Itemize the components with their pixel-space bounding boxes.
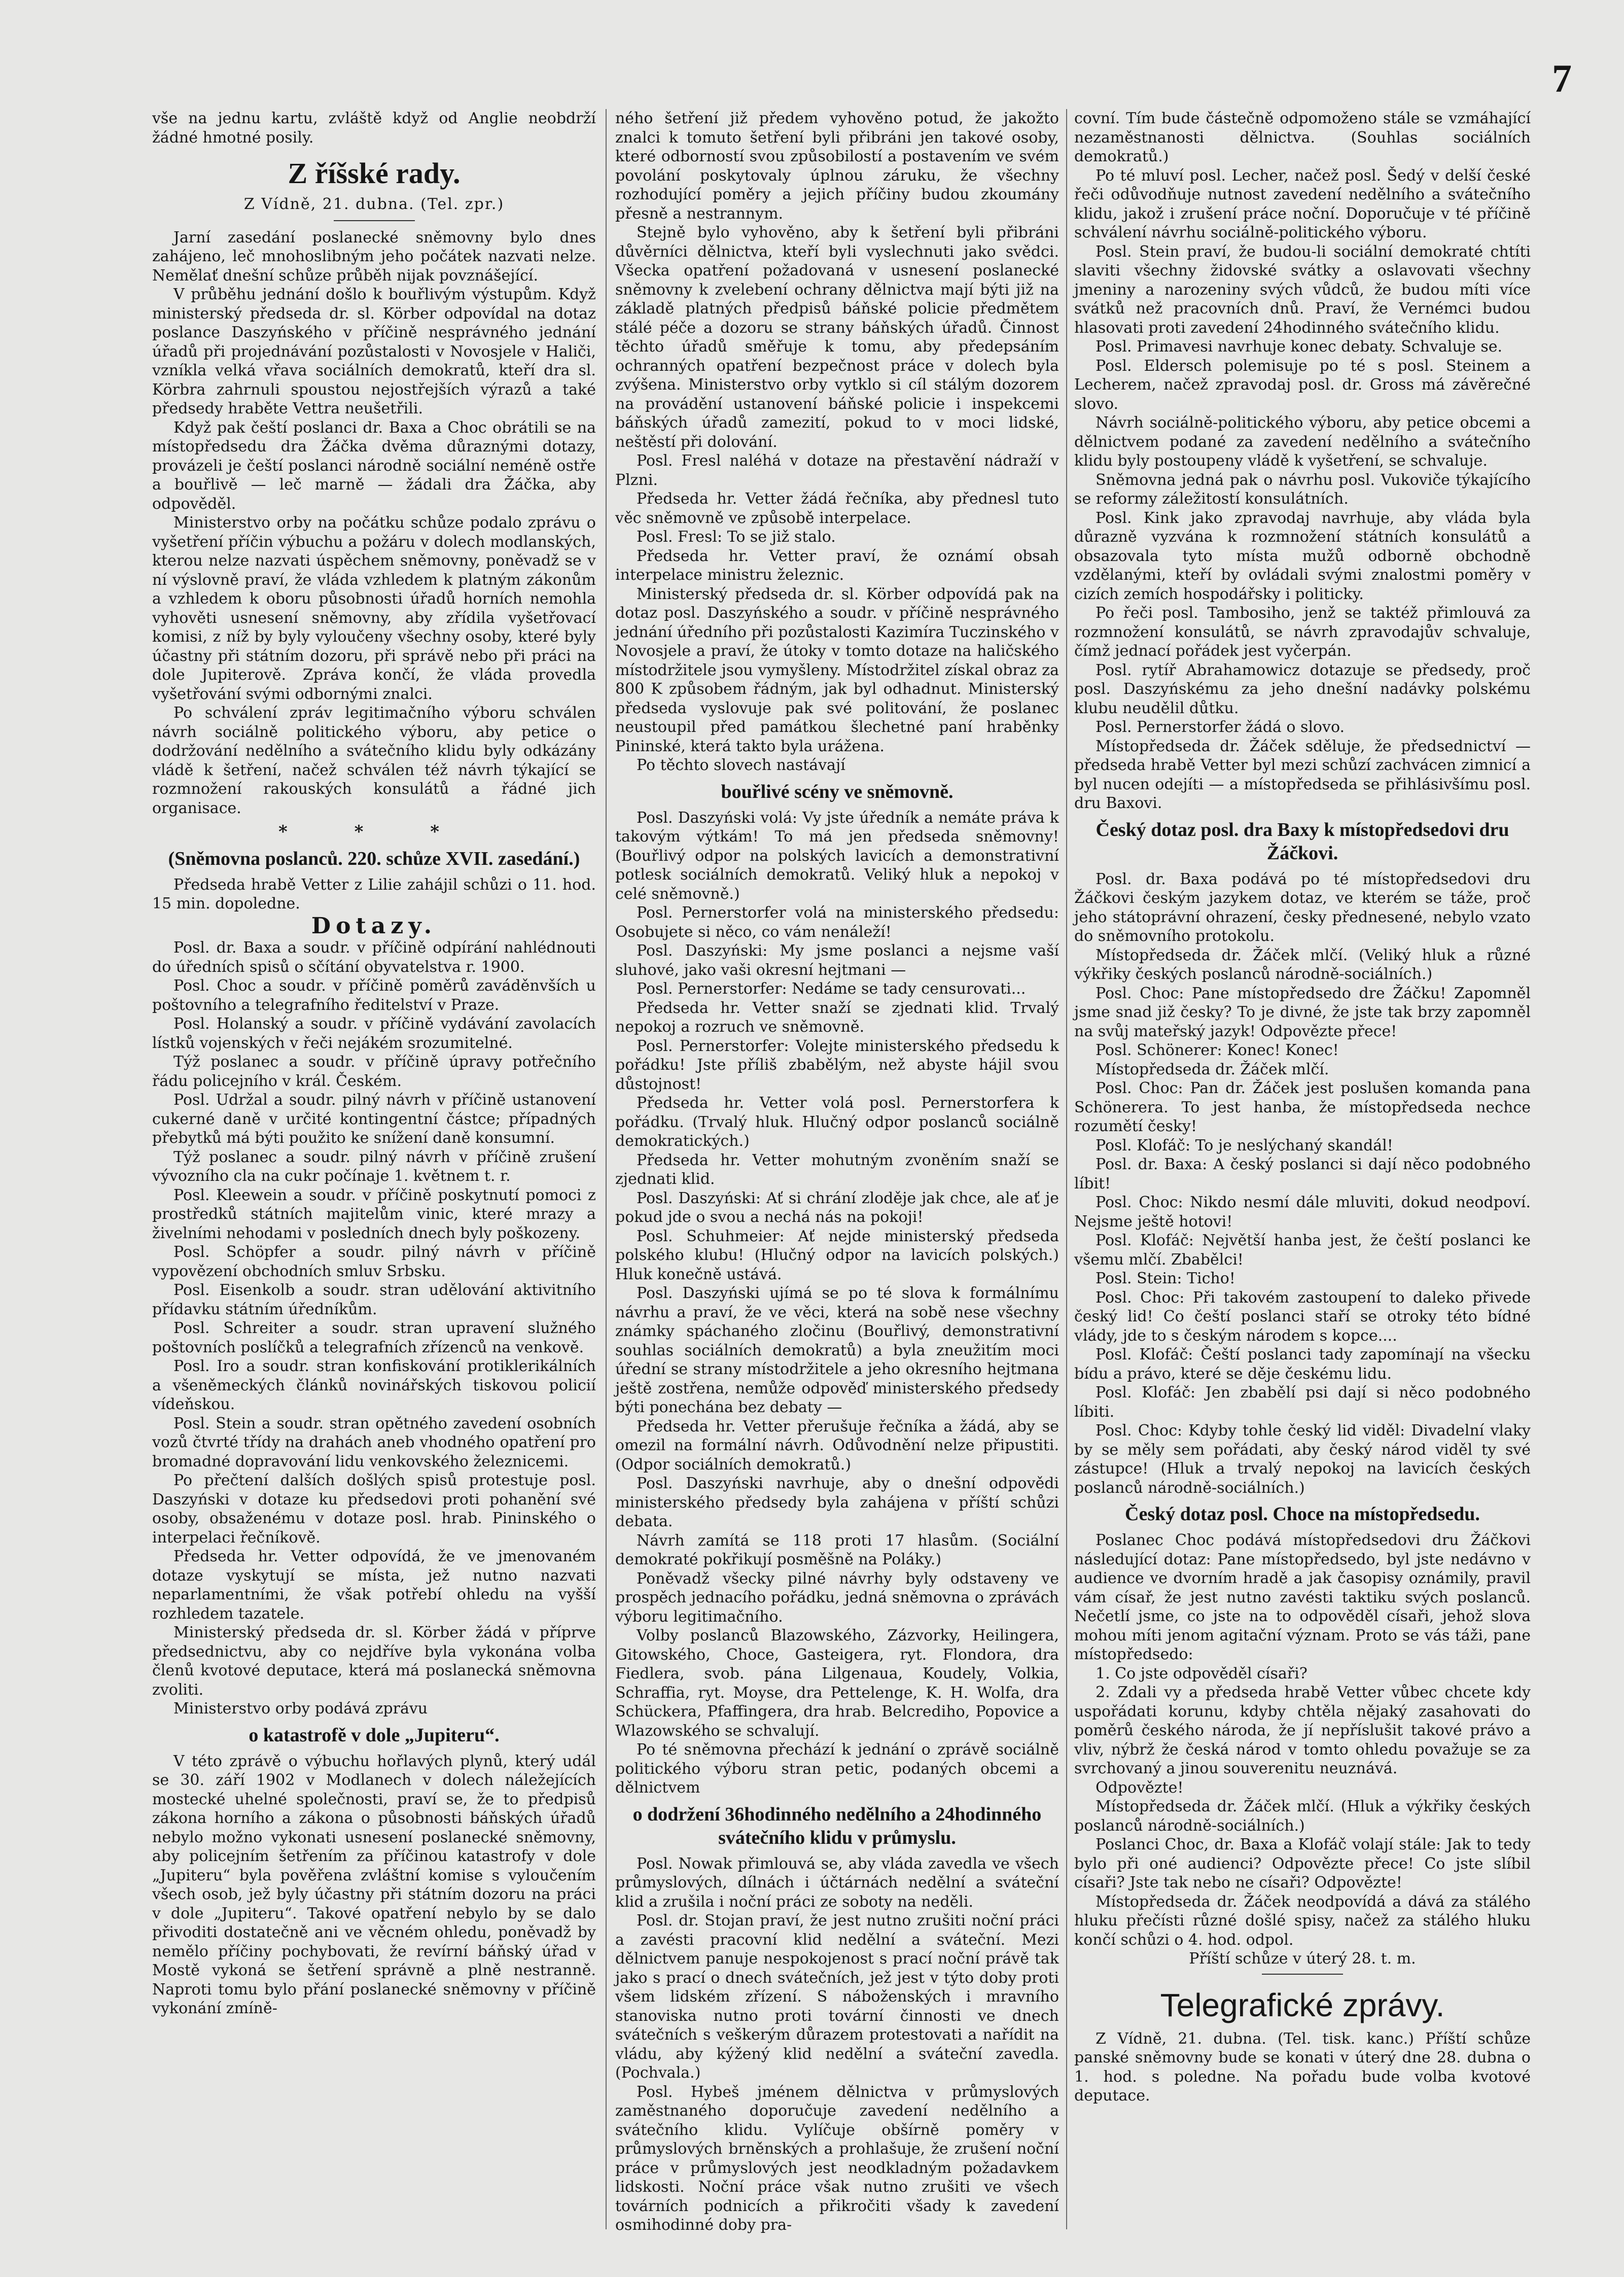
dotaz-item: Posl. dr. Baxa a soudr. v příčině odpírání nahlédnouti do úředních spisů o sčítání obyvatelstva r. 1900. — [152, 939, 596, 976]
paragraph: Místopředseda dr. Žáček mlčí. (Veliký hluk a různé výkřiky českých poslanců národně-sociálních.) — [1074, 946, 1531, 983]
paragraph: covní. Tím bude částečně odpomoženo stále se vzmáhající nezaměstnanosti dělnictva. (Souhlas sociálních demokratů.) — [1074, 110, 1531, 165]
paragraph: ného šetření již předem vyhověno potud, že jakožto znalci k tomuto šetření byli přibráni jen takové osoby, které odborností svou způsobilostí a postavením ve svém povolání poskytovaly úplnou záruku, že všechny rozhodující poměry a jejich příčiny budou zkoumány přesně a nestrannym. — [615, 110, 1059, 223]
paragraph: Posl. Primavesi navrhuje konec debaty. Schvaluje se. — [1096, 338, 1503, 356]
paragraph: Posl. Schönerer: Konec! Konec! — [1096, 1041, 1339, 1059]
paragraph: Jarní zasedání poslanecké sněmovny bylo dnes zahájeno, leč mnohoslibným jeho počátek nazvati nelze. Nemělať dnešní schůze průběh nijak povznášející. — [152, 228, 596, 285]
dotaz-item: Posl. Schöpfer a soudr. pilný návrh v příčině vypovězení obchodních smluv Srbsku. — [152, 1243, 596, 1280]
paragraph: Posl. Nowak přimlouvá se, aby vláda zavedla ve všech průmyslových, dílnách i účtárnách nedělní a sváteční klid a zrušila i noční práci ze soboty na neděli. — [615, 1854, 1059, 1911]
paragraph: Z Vídně, 21. dubna. (Tel. tisk. kanc.) Příští schůze panské sněmovny bude se konati v úterý dne 28. dubna o 1. hod. s poledne. Na pořadu bude volba kvotové deputace. — [1074, 2029, 1531, 2105]
paragraph: Sněmovna jedná pak o návrhu posl. Vukoviče týkajícího se reformy záležitostí konsulátních. — [1074, 471, 1531, 508]
paragraph: Po schválení zpráv legitimačního výboru schválen návrh sociálně politického výboru, aby petice o dodržování nedělního a svátečního klidu byly odkázány vládě k šetření, načež schválen též návrh týkající se rozmnožení rakouských konsulátů a řádné jich organisace. — [152, 704, 596, 817]
dotaz-item: Ministerstvo orby podává zprávu — [173, 1700, 428, 1718]
paragraph: Předseda hr. Vetter praví, že oznámí obsah interpelace ministru železnic. — [615, 547, 1059, 584]
paragraph: Posl. Daszyński: Ať si chrání zloděje jak chce, ale ať je pokud jde o svou a nechá nás na pokoji! — [615, 1189, 1059, 1226]
paragraph: Posl. Kink jako zpravodaj navrhuje, aby vláda byla důrazně vyzvána k rozmnožení státních konsulátů a obsazovala tyto místa mužů odborně obchodně vzdělanými, kteří by ovládali svými znalostmi poměry v cizích zemích hospodářsky i politicky. — [1074, 509, 1531, 603]
paragraph: Volby poslanců Blazowského, Zázvorky, Heilingera, Gitowského, Choce, Gasteigera, ryt. Flondora, dra Fiedlera, svob. pána Lilgenaua, Koudely, Volkia, Schraffia, ryt. Moyse, dra Pettelenge, K. H. Wolfa, dra Schückera, Pfaffingera, dra hrab. Belcrediho, Popovice a Wlazowského se schvalují. — [615, 1627, 1059, 1740]
paragraph: 1. Co jste odpověděl císaři? — [1096, 1664, 1308, 1683]
paragraph: Místopředseda dr. Žáček neodpovídá a dává za stálého hluku přečísti různé došlé spisy, načež za stálého hluku končí schůzi o 4. hod. odpol. — [1074, 1893, 1531, 1949]
paragraph: Po těchto slovech nastávají — [637, 756, 845, 774]
paragraph: Posl. Klofáč: Jen zbabělí psi dají si něco podobného líbiti. — [1074, 1384, 1531, 1421]
paragraph: Ministerský předseda dr. sl. Körber odpovídá pak na dotaz posl. Daszyńského a soudr. v příčině nesprávného jednání úředního při pozůstalosti Kazimíra Tuczinského v Novosjele a praví, že útoky v tomto dotaze na haličského místodržitele jsou vymyšleny. Místodržitel získal obraz za 800 K způsobem řádným, jak byl odhadnut. Ministerský předseda vyslovuje pak své politování, že poslanec neustoupil před památkou šlechetné paní hraběnky Pininské, která takto byla urážena. — [615, 585, 1059, 755]
section-separator: * * * — [278, 822, 470, 842]
paragraph: Posl. Daszyński: My jsme poslanci a nejsme vaší sluhové, jako vaši okresní hejtmani — — [615, 942, 1059, 979]
paragraph: Poslanci Choc, dr. Baxa a Klofáč volají stále: Jak to tedy bylo při oné audienci? Odpovězte přece! Co jste slíbil císaři? Jste tak nebo ne císaři? Odpovězte! — [1074, 1836, 1531, 1891]
paragraph: Posl. Choc: Při takovém zastoupení to daleko přivede český lid! Co čeští poslanci staří se otroky této bídné vlády, jde to s českým národem s kopce.... — [1074, 1288, 1531, 1345]
paragraph: Poněvadž všecky pilné návrhy byly odstaveny ve prospěch jednacího pořádku, jedná sněmovna o zprávách výboru legitimačního. — [615, 1569, 1059, 1626]
paragraph: V této zprávě o výbuchu hořlavých plynů, který udál se 30. září 1902 v Modlanech v dolech náležejících mostecké uhelné společnosti, praví se, že to předpisů zákona horního a zákona o působnosti báňských úřadů nebylo možno vykonati usnesení poslanecké sněmovny, aby policejním šetřením za příčinou katastrofy v dole „Jupiteru“ byla pověřena zvláštní komise s vyloučením všech osob, jež byly účastny při státním dozoru na práci v dole „Jupiteru“. Takové opatření nebylo by se dalo přivoditi dostatečně ani ve věcném ohledu, poněvadž by nemělo příčiny pochybovati, že revírní báňský úřad v Mostě vykoná se šetření správně a plně nestranně. Naproti tomu bylo přání poslanecké sněmovny v příčině vykonání zmíně- — [152, 1752, 596, 2017]
paragraph: Návrh sociálně-politického výboru, aby petice obcemi a dělnictvem podané za zavedení nedělního a svátečního klidu byly postoupeny vládě k vyšetření, se schvaluje. — [1074, 414, 1531, 470]
paragraph: V průběhu jednání došlo k bouřlivým výstupům. Když ministerský předseda dr. sl. Körber odpovídal na dotaz poslance Daszyńského v příčině nesprávného jednání úřadů při projednávání pozůstalosti v Novosjele v Haliči, vzníkla velká vřava sociálních demokratů, kteří dra sl. Körbra zahrnuli spoustou nejostřejších výrazů a také předsedy hraběte Vettra neušetřili. — [152, 286, 596, 417]
subsection-title: Český dotaz posl. Choce na místopředsedu. — [1125, 1503, 1480, 1525]
dotaz-item: Posl. Kleewein a soudr. v příčině poskytnutí pomoci z prostředků státních majitelům vinic, které mrazy a živelními nehodami v posledních dnech byly poškozeny. — [152, 1186, 596, 1242]
paragraph: Posl. Choc: Pane místopředsedo dre Žáčku! Zapomněl jsme snad již česky? To je divné, že jste tak brzy zapomněl na svůj mateřský jazyk! Odpovězte přece! — [1074, 984, 1531, 1040]
dotaz-item: Týž poslanec a soudr. v příčině úpravy potřečního řádu policejního v král. Českém. — [152, 1053, 596, 1090]
column-3 — [1074, 109, 1531, 2105]
paragraph: Posl. Hybeš jménem dělnictva v průmyslových zaměstnaného doporučuje zavedení nedělního a svátečního klidu. Vylíčuje obšírně poměry v průmyslových brněnských a prohlašuje, že zrušení noční práce v průmyslových jest neodkladným požadavkem lidskosti. Noční práce však nutno zrušiti ve všech továrních podnicích a přikročiti všady k zavedení osmihodinné doby pra- — [615, 2083, 1059, 2234]
telegram-title: Telegrafické zprávy. — [1160, 1986, 1445, 2023]
paragraph: Když pak čeští poslanci dr. Baxa a Choc obrátili se na místopředsedu dra Žáčka dvěma důraznými dotazy, provázeli je čeští poslanci národně sociální neméně ostře a bouřlivě — leč marně — žádali dra Žáčka, aby odpověděl. — [152, 418, 596, 513]
paragraph: Posl. dr. Stojan praví, že jest nutno zrušiti noční práci a zavésti pracovní klid nedělní a sváteční. Mezi dělnictvem panuje nespokojenost s prací noční právě tak jako s prací o dnech svátečních, jež jest v týto doby proti všem lidském zřízení. S náboženských i mravního stanoviska nutno proti tovární činnosti ve dnech svátečních s veškerým důrazem protestovati a nařídit na vládu, aby kýžený klid nedělní a sváteční zavedla. (Pochvala.) — [615, 1912, 1059, 2082]
paragraph: Posl. Daszyński ujímá se po té slova k formálnímu návrhu a praví, že ve věci, která na sobě nese všechny známky spáchaného zločinu (Bouřlivý, demonstrativní souhlas sociálních demokratů) a byla zneužitím moci úřední se strany místodržitele a jeho okresního hejtmana ještě zostřena, nemůže odpověď ministerského předsedy býti ponechána bez debaty — — [615, 1284, 1059, 1416]
dotaz-item: Posl. Holanský a soudr. v příčině vydávání zavolacích lístků vojenských v řeči nejákém srozumitelné. — [152, 1015, 596, 1052]
paragraph: Posl. Pernerstorfer: Nedáme se tady censurovati... — [637, 980, 1026, 998]
section-title: Z říšské rady. — [288, 157, 461, 190]
paragraph: Místopředseda dr. Žáček sděluje, že předsednictví — předseda hrabě Vetter byl mezi schůzí zachvácen zimnicí a byl nucen odejíti — a místopředseda se přihlásivšímu posl. dru Baxovi. — [1074, 737, 1531, 812]
paragraph: Návrh zamítá se 118 proti 17 hlasům. (Sociální demokraté pokřikují posměšně na Poláky.) — [615, 1531, 1059, 1568]
paragraph: Posl. Eldersch polemisuje po té s posl. Steinem a Lecherem, načež zpravodaj posl. dr. Gross má závěrečné slovo. — [1074, 357, 1531, 413]
dotaz-item: Ministerský předseda dr. sl. Körber žádá v příprve předsednictvu, aby co nejdříve byla vykonána volba členů kvotové deputace, která má poslanecká sněmovna zvoliti. — [152, 1624, 596, 1699]
paragraph: Posl. Choc: Pan dr. Žáček jest poslušen komanda pana Schönerera. To jest hanba, že místopředseda nechce rozumětí česky! — [1074, 1079, 1531, 1135]
paragraph: Posl. dr. Baxa: A český poslanci si dají něco podobného líbit! — [1074, 1155, 1531, 1193]
dotazy-heading: Dotazy. — [311, 913, 437, 939]
paragraph: Posl. Stein praví, že budou-li sociální demokraté chtíti slaviti všechny židovské svátky a oslavovati všechny jmeniny a narozeniny svých vůdců, že budou míti více svátků než pracovních dnů. Praví, že Vernémci budou hlasovati proti zavedení 24hodinného svátečního klidu. — [1074, 242, 1531, 337]
paragraph: Po té mluví posl. Lecher, načež posl. Šedý v delší české řeči odůvodňuje nutnost zavedení nedělního a svátečního klidu, jakož i zrušení práce noční. Doporučuje v té příčině schválení návrhu sociálně-politického výboru. — [1074, 166, 1531, 241]
paragraph: Posl. Daszyński navrhuje, aby o dnešní odpovědi ministerského předsedy byla zahájena v příští schůzi debata. — [615, 1475, 1059, 1530]
dotaz-item: Týž poslanec a soudr. pilný návrh v příčině zrušení vývozního cla na cukr počínaje 1. květnem t. r. — [152, 1148, 596, 1185]
paragraph: Místopředseda dr. Žáček mlčí. (Hluk a výkřiky českých poslanců národně-sociálních.) — [1074, 1798, 1531, 1835]
paragraph: Posl. Daszyński volá: Vy jste úředník a nemáte práva k takovým výtkám! To má jen předseda sněmovny! (Bouřlivý odpor na polských lavicích a demonstrativní potlesk sociálních demokratů. Veliký hluk a nepokoj v celé sněmovně.) — [615, 809, 1059, 903]
paragraph: Předseda hrabě Vetter z Lilie zahájil schůzi o 11. hod. 15 min. dopoledne. — [152, 875, 596, 913]
short-rule — [334, 220, 415, 221]
paragraph: Předseda hr. Vetter snaží se zjednati klid. Trvalý nepokoj a rozruch ve sněmovně. — [615, 999, 1059, 1036]
short-rule — [1262, 1974, 1343, 1975]
paragraph: Posl. Pernerstorfer volá na ministerského předsedu: Osobujete si něco, co vám nenáleží! — [615, 904, 1059, 941]
column-rule-left — [606, 109, 607, 2229]
next-session-note: Příští schůze v úterý 28. t. m. — [1189, 1950, 1416, 1968]
dotaz-item: Posl. Schreiter a soudr. stran upravení služného poštovních poslíčků a telegrafních zřízenců na venkově. — [152, 1319, 596, 1356]
paragraph: Předseda hr. Vetter mohutným zvoněním snaží se zjednati klid. — [615, 1151, 1059, 1188]
paragraph: Místopředseda dr. Žáček mlčí. — [1096, 1060, 1329, 1078]
dotaz-item: Posl. Stein a soudr. stran opětného zavedení osobních vozů čtvrté třídy na drahách aneb vhodného opatření pro bromadné dopravování lidu venkovského železnicemi. — [152, 1414, 596, 1470]
session-title: (Sněmovna poslanců. 220. schůze XVII. zasedání.) — [168, 848, 580, 869]
column-1 — [152, 109, 596, 2214]
dotaz-item: Předseda hr. Vetter odpovídá, že ve jmenovaném dotaze vyskytují se místa, jež nutno nazvati neparlamentními, že však potřebí ohledu na vyšší rozhledem tazatele. — [152, 1548, 596, 1623]
paragraph: Posl. Klofáč: Čeští poslanci tady zapomínají na všecku bídu a právo, které se děje českému lidu. — [1074, 1346, 1531, 1383]
paragraph: Ministerstvo orby na počátku schůze podalo zprávu o vyšetření příčin výbuchu a požáru v dolech modlanských, kterou nelze nazvati úspěchem sněmovny, poněvadž se v ní výslovně praví, že vláda vzhledem k platným zákonům a vzhledem k oboru působnosti úřadů horních nemohla vyhověti usnesení sněmovny, aby zřídila vyšetřovací komisi, z níž by byly vyloučeny všechny osoby, které byly účastny při státním dozoru, při správě nebo při práci na dole Jupiterově. Zpráva končí, že vláda provedla vyšetřování svými odbornými znalci. — [152, 514, 596, 703]
dotaz-item: Po přečtení dalších došlých spisů protestuje posl. Daszyński v dotaze ku předsedovi proti pohanění své osoby, obsaženému v dotaze posl. hrab. Pininského o interpelaci řečníkově. — [152, 1472, 596, 1547]
paragraph: Odpovězte! — [1096, 1778, 1184, 1797]
paragraph: Posl. Pernerstorfer: Volejte ministerského předsedu k pořádku! Jste příliš zbabělým, než abyste hájil svou důstojnost! — [615, 1037, 1059, 1093]
paragraph: Posl. Pernerstorfer žádá o slovo. — [1096, 718, 1345, 736]
column-2 — [615, 109, 1059, 2234]
paragraph: Posl. Choc: Nikdo nesmí dále mluviti, dokud neodpoví. Nejsme ještě hotovi! — [1074, 1194, 1531, 1231]
dotaz-item: Posl. Eisenkolb a soudr. stran udělování aktivitního přídavku státním úředníkům. — [152, 1281, 596, 1318]
paragraph: Posl. Fresl: To se již stalo. — [637, 528, 836, 546]
dotaz-item: Posl. Choc a soudr. v příčině poměrů zaváděnvších u poštovního a telegrafního ředitelství v Praze. — [152, 977, 596, 1014]
dotaz-item: Posl. Udržal a soudr. pilný návrh v příčině ustanovení cukerné daně v určité kontingentní částce; případných přebytků má býti použito ke snížení daně konsumní. — [152, 1091, 596, 1147]
dotaz-item: Posl. Iro a soudr. stran konfiskování protiklerikálních a všeněmeckých článků novinářských tiskovou policií vídeňskou. — [152, 1357, 596, 1413]
page-number: 7 — [1552, 56, 1572, 100]
subsection-title: o dodržení 36hodinného nedělního a 24hodinného svátečního klidu v průmyslu. — [632, 1803, 1042, 1848]
paragraph: Posl. Schuhmeier: Ať nejde ministerský předseda polského klubu! (Hlučný odpor na lavicích polských.) Hluk konečně ustává. — [615, 1227, 1059, 1283]
paragraph: 2. Zdali vy a předseda hrabě Vetter vůbec chcete kdy uspořádati korunu, kdyby chtěla nějaký zasahovati do poměrů českého národa, že jí nepříslušit takové právo a vliv, nýbrž že česká národ v tomto ohledu považuje se za svrchovaný a jinou souverenitu neuznává. — [1074, 1684, 1531, 1777]
paragraph: Posl. rytíř Abrahamowicz dotazuje se předsedy, proč posl. Daszyńskému za jeho dnešní nadávky polskému klubu neudělil důtku. — [1074, 661, 1531, 717]
paragraph: Poslanec Choc podává místopředsedovi dru Žáčkovi následující dotaz: Pane místopředsedo, byl jste nedávno v audience ve dvorním hradě a jak časopisy oznámily, pravil vám císař, že jest nutno zavésti taktiku svých poslanců. Nečetlí jsme, co jste na to odpověděl císaři, jehož slova mohou míti jenom agitační význam. Proto se vás táži, pane místopředsedo: — [1074, 1531, 1531, 1663]
column-rule-right — [1066, 109, 1067, 2229]
dateline: Z Vídně, 21. dubna. (Tel. zpr.) — [243, 195, 505, 213]
paragraph: Posl. Fresl naléhá v dotaze na přestavění nádraží v Plzni. — [615, 452, 1059, 489]
paragraph: Po té sněmovna přechází k jednání o zprávě sociálně politického výboru stran petic, podaných obcemi a dělnictvem — [615, 1741, 1059, 1797]
paragraph: Posl. Choc: Kdyby tohle český lid viděl: Divadelní vlaky by se měly sem pořádati, aby český národ viděl ty své zástupce! (Hluk a trvalý nepokoj na lavicích českých poslanců národně-sociálních.) — [1074, 1422, 1531, 1497]
subsection-title: Český dotaz posl. dra Baxy k místopředsedovi dru Žáčkovi. — [1096, 819, 1509, 864]
paragraph: Předseda hr. Vetter žádá řečníka, aby přednesl tuto věc sněmovně ve způsobě interpelace. — [615, 490, 1059, 527]
paragraph: Posl. Klofáč: To je neslýchaný skandál! — [1096, 1136, 1393, 1154]
paragraph: Předseda hr. Vetter přerušuje řečníka a žádá, aby se omezil na formální návrh. Odůvodnění nelze připustiti. (Odpor sociálních demokratů.) — [615, 1417, 1059, 1474]
column-intro: vše na jednu kartu, zvláště když od Anglie neobdrží žádné hmotné posily. — [152, 110, 596, 147]
paragraph: Stejně bylo vyhověno, aby k šetření byli přibráni důvěrníci dělnictva, kteří byli vyslechnuti jako svědci. Všecka opatření požadovaná v usnesení poslanecké sněmovny k zvelebení ochrany dělnictva mají býti již na základě platných předpisů báňské policie předmětem stálé péče a dozoru se strany báňských úřadů. Činnost těchto úřadů směřuje k tomu, aby předepsáním ochranných opatření bezpečnost práce v dolech byla zvýšena. Ministerstvo orby vytklo si cíl stálým dozorem na provádění ustanovení báňské policie i inspekcemi báňských úřadů zamezití, pokud to v moci lidské, neštěstí při dolování. — [615, 224, 1059, 451]
paragraph: Předseda hr. Vetter volá posl. Pernerstorfera k pořádku. (Trvalý hluk. Hlučný odpor poslanců sociálně demokratických.) — [615, 1094, 1059, 1150]
paragraph: Posl. dr. Baxa podává po té místopředsedovi dru Žáčkovi českým jazykem dotaz, ve kterém se táže, proč jeho státoprávní ohrazení, česky přednesené, nebylo vzato do sněmovního protokolu. — [1074, 870, 1531, 945]
subsection-title: o katastrofě v dole „Jupiteru“. — [249, 1724, 500, 1746]
paragraph: Posl. Klofáč: Největší hanba jest, že čeští poslanci ke všemu mlčí. Zbabělci! — [1074, 1232, 1531, 1269]
paragraph: Po řeči posl. Tambosiho, jenž se taktéž přimlouvá za rozmnožení konsulátů, se návrh zpravodajův schvaluje, čímž jednací pořádek jest vyčerpán. — [1074, 604, 1531, 660]
subsection-title: bouřlivé scény ve sněmovně. — [721, 781, 954, 802]
paragraph: Posl. Stein: Ticho! — [1096, 1270, 1235, 1287]
